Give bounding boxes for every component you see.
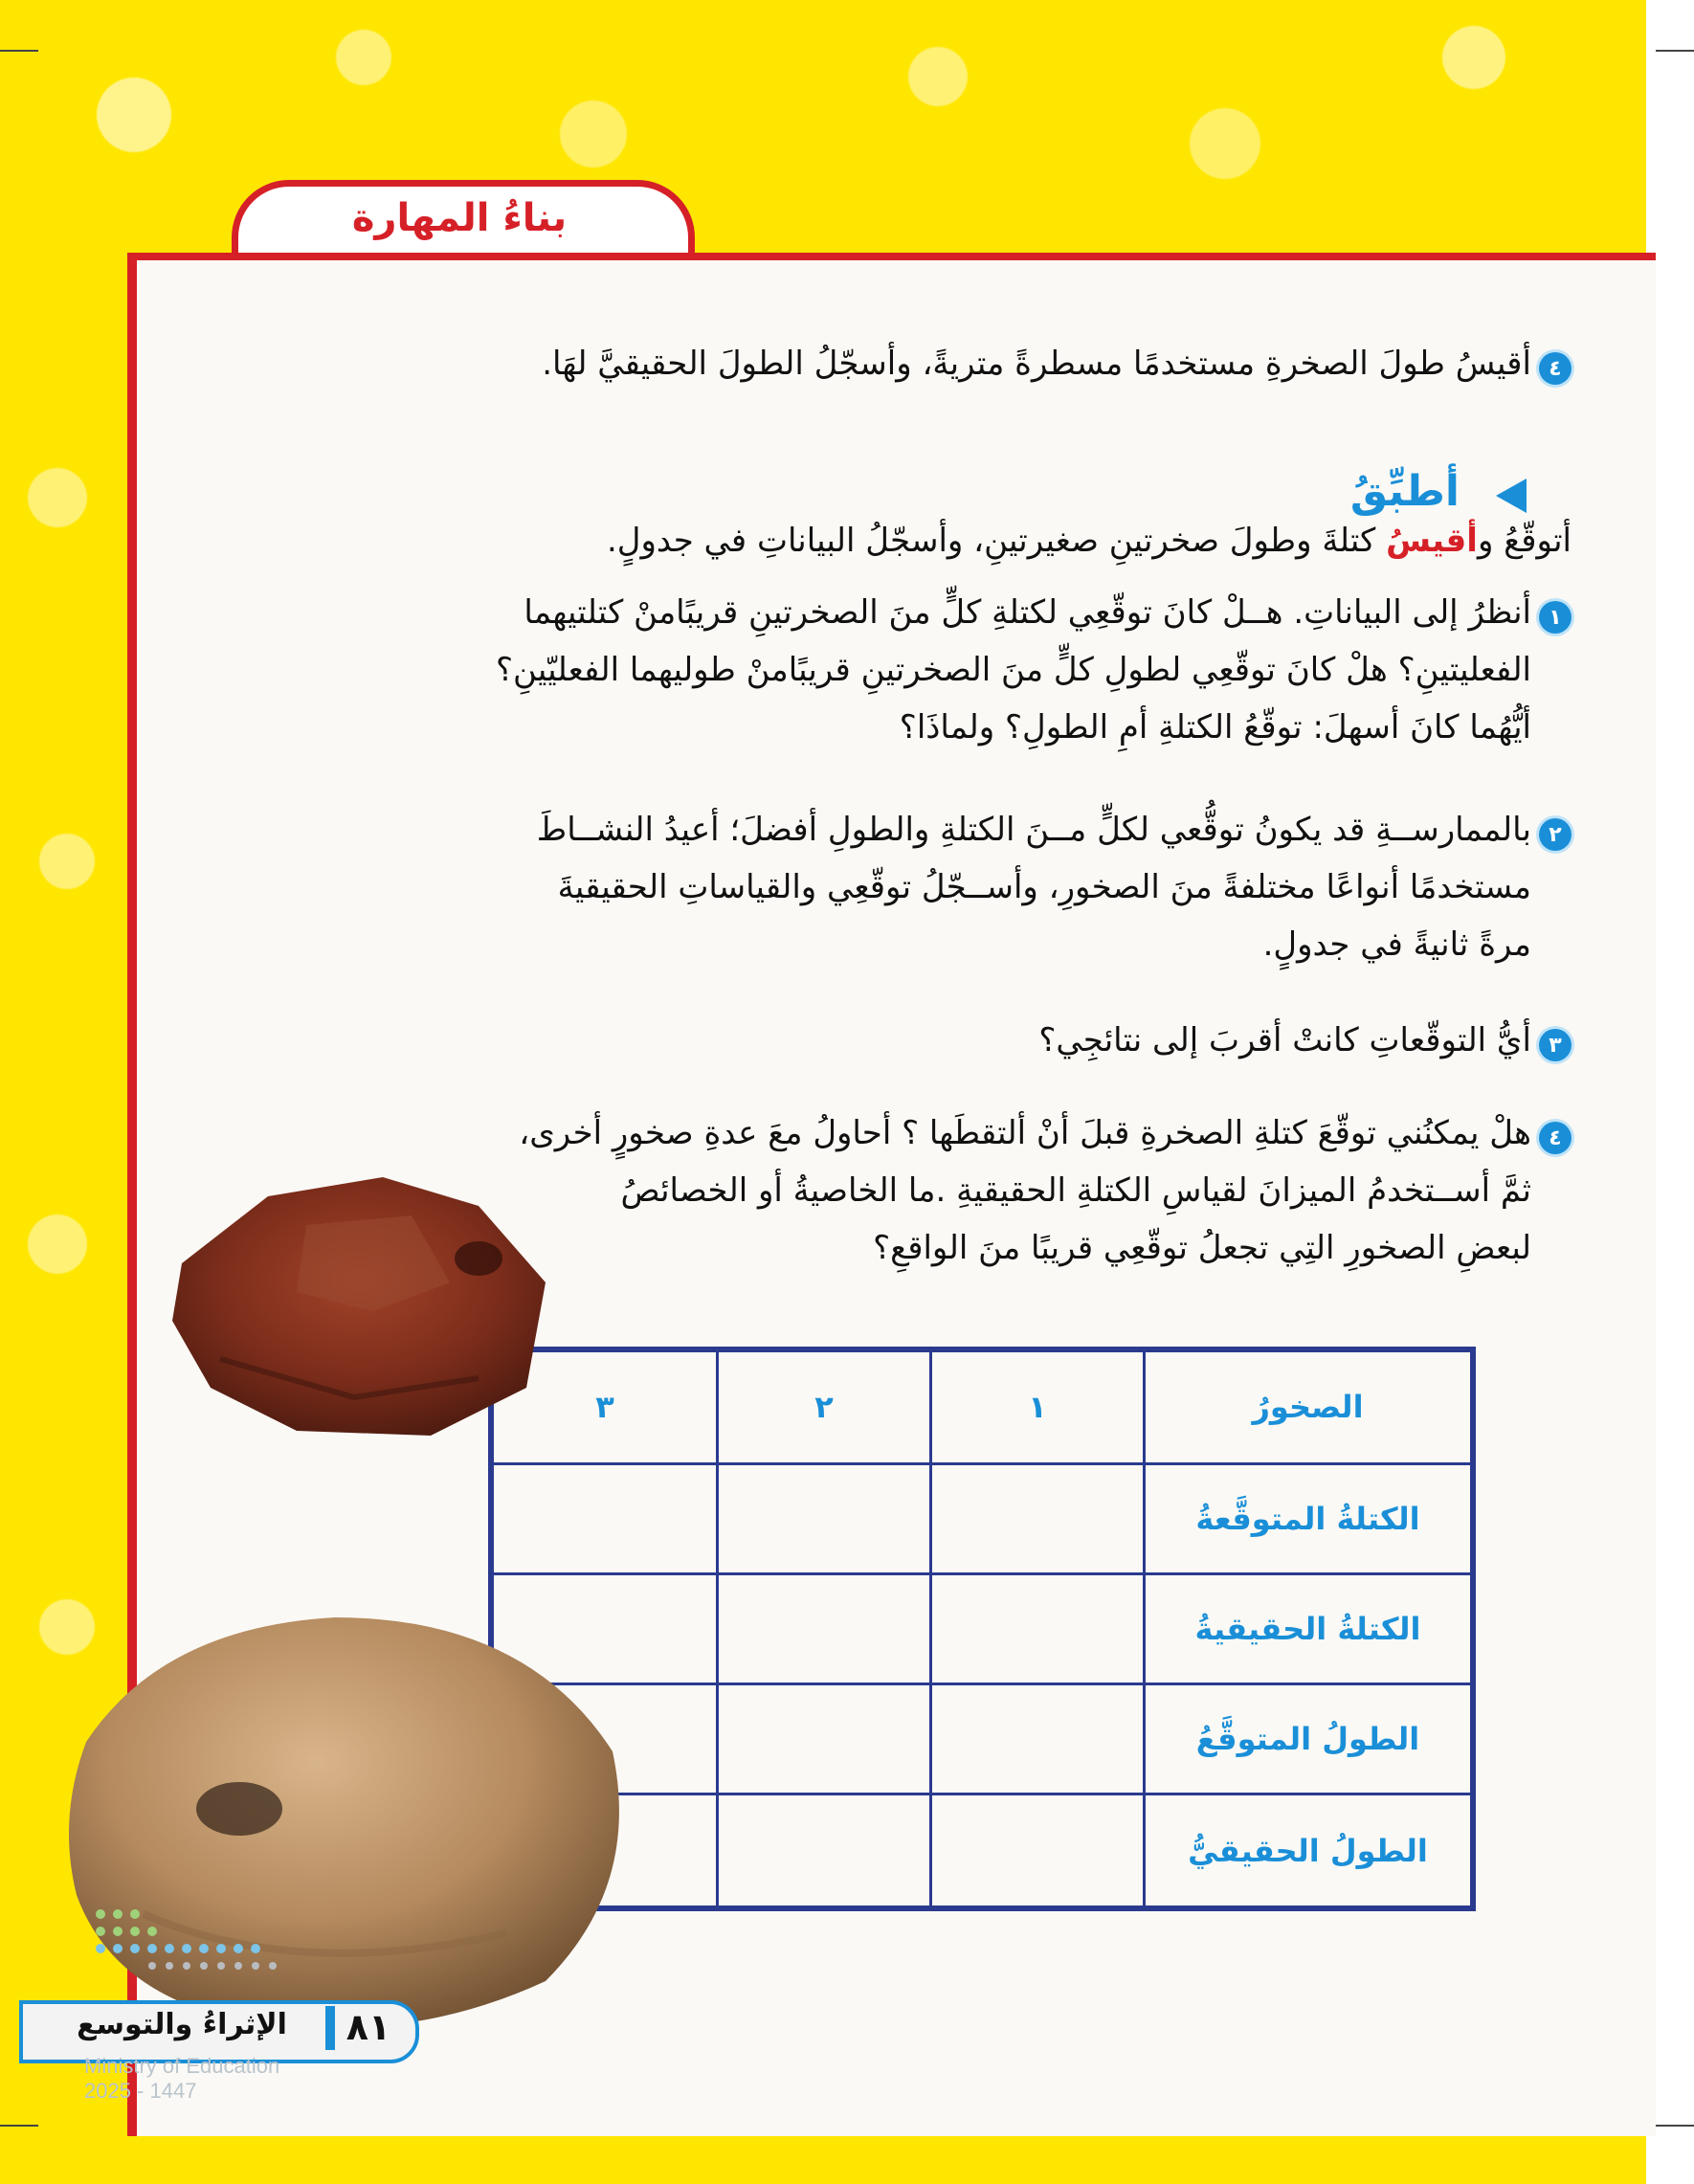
question-line: أيُّهُما كانَ أسهلَ: توقّعُ الكتلةِ أمِ الطولِ؟ ولماذَا؟ xyxy=(899,708,1531,747)
apply-lead xyxy=(232,512,1571,569)
table-header-cell: الصخورُ xyxy=(1145,1349,1474,1463)
question-line: لبعضِ الصخورِ التِي تجعلُ توقّعِي قريبًا منَ الواقعِ؟ xyxy=(873,1229,1531,1267)
table-cell[interactable] xyxy=(718,1573,931,1683)
step-number-badge: ٤ xyxy=(1539,352,1571,385)
ministry-watermark xyxy=(84,2054,279,2104)
table-cell[interactable] xyxy=(718,1794,931,1908)
table-cell[interactable] xyxy=(491,1463,718,1573)
table-cell[interactable] xyxy=(718,1463,931,1573)
question-3 xyxy=(191,1012,1531,1069)
question-line: مرةً ثانيةً في جدولٍ. xyxy=(1262,925,1531,964)
intro-step-text: أقيسُ طولَ الصخرةِ مستخدمًا مسطرةً متريةً، وأسجّلُ الطولَ الحقيقيَّ لهَا. xyxy=(542,345,1531,383)
table-row-label: الكتلةُ المتوقَّعةُ xyxy=(1145,1463,1474,1573)
ministry-logo-icon xyxy=(91,1905,321,2010)
table-row-label: الطولُ الحقيقيُّ xyxy=(1145,1794,1474,1908)
red-rock-image xyxy=(163,1148,565,1455)
question-number-badge: ٣ xyxy=(1539,1029,1571,1061)
question-line: بالممارســةِ قد يكونُ توقُّعي لكلٍّ مــنَ الكتلةِ والطولِ أفضلَ؛ أعيدُ النشــاطَ xyxy=(536,811,1531,849)
apply-lead-keyword: أقيسُ xyxy=(1386,522,1478,560)
table-cell[interactable] xyxy=(718,1684,931,1794)
table-row xyxy=(491,1463,1473,1573)
question-line: ثمَّ أســتخدمُ الميزانَ لقياسِ الكتلةِ الحقيقيةِ .ما الخاصيةُ أو الخصائصُ xyxy=(620,1171,1531,1210)
question-number-badge: ٤ xyxy=(1539,1122,1571,1154)
crop-mark xyxy=(0,2125,38,2127)
table-header-row xyxy=(491,1349,1473,1463)
apply-lead-end: كتلةَ وطولَ صخرتينِ صغيرتينِ، وأسجّلُ البياناتِ في جدولٍ. xyxy=(606,522,1387,560)
question-number-badge: ١ xyxy=(1539,601,1571,634)
crop-mark xyxy=(1656,2125,1694,2127)
table-cell[interactable] xyxy=(931,1684,1145,1794)
crop-mark xyxy=(0,50,38,52)
question-2 xyxy=(191,801,1531,973)
table-column-header: ٣ xyxy=(491,1349,718,1463)
question-line: الفعليتينِ؟ هلْ كانَ توقّعِي لطولِ كلٍّ منَ الصخرتينِ قريبًامنْ طوليهما الفعليّينِ؟ xyxy=(495,651,1531,689)
ministry-name: Ministry of Education xyxy=(84,2054,280,2078)
ministry-year: 2025 - 1447 xyxy=(84,2079,197,2103)
page-number: ٨١ xyxy=(345,2006,391,2048)
table-cell[interactable] xyxy=(931,1794,1145,1908)
apply-heading: أطبِّقُ xyxy=(1349,467,1460,516)
question-number-badge: ٢ xyxy=(1539,818,1571,851)
skill-tab-label: بناءُ المهارة xyxy=(351,196,568,240)
table-row-label: الطولُ المتوقَّعُ xyxy=(1145,1684,1474,1794)
crop-mark xyxy=(1656,50,1694,52)
question-line: أيُّ التوقّعاتِ كانتْ أقربَ إلى نتائجِي؟ xyxy=(1038,1021,1531,1059)
table-cell[interactable] xyxy=(931,1573,1145,1683)
question-line: هلْ يمكنُني توقّعَ كتلةِ الصخرةِ قبلَ أنْ ألتقطَها ؟ أحاولُ معَ عدةِ صخورٍ أخرى، xyxy=(519,1114,1531,1152)
table-column-header: ٢ xyxy=(718,1349,931,1463)
question-line: مستخدمًا أنواعًا مختلفةً منَ الصخورِ، وأســجّلُ توقّعِي والقياساتِ الحقيقيةَ xyxy=(557,868,1531,906)
apply-lead-start: أتوقّعُ و xyxy=(1477,522,1571,560)
question-1 xyxy=(191,584,1531,756)
table-row-label: الكتلةُ الحقيقيةُ xyxy=(1145,1573,1474,1683)
triangle-arrow-icon xyxy=(1496,479,1527,513)
page-footer-divider xyxy=(325,2006,335,2050)
table-cell[interactable] xyxy=(931,1463,1145,1573)
section-name: الإثراءُ والتوسع xyxy=(77,2008,287,2041)
question-line: أنظرُ إلى البياناتِ. هــلْ كانَ توقّعِي لكتلةِ كلٍّ منَ الصخرتينِ قريبًامنْ كتلتيهما xyxy=(524,593,1531,632)
table-column-header: ١ xyxy=(931,1349,1145,1463)
